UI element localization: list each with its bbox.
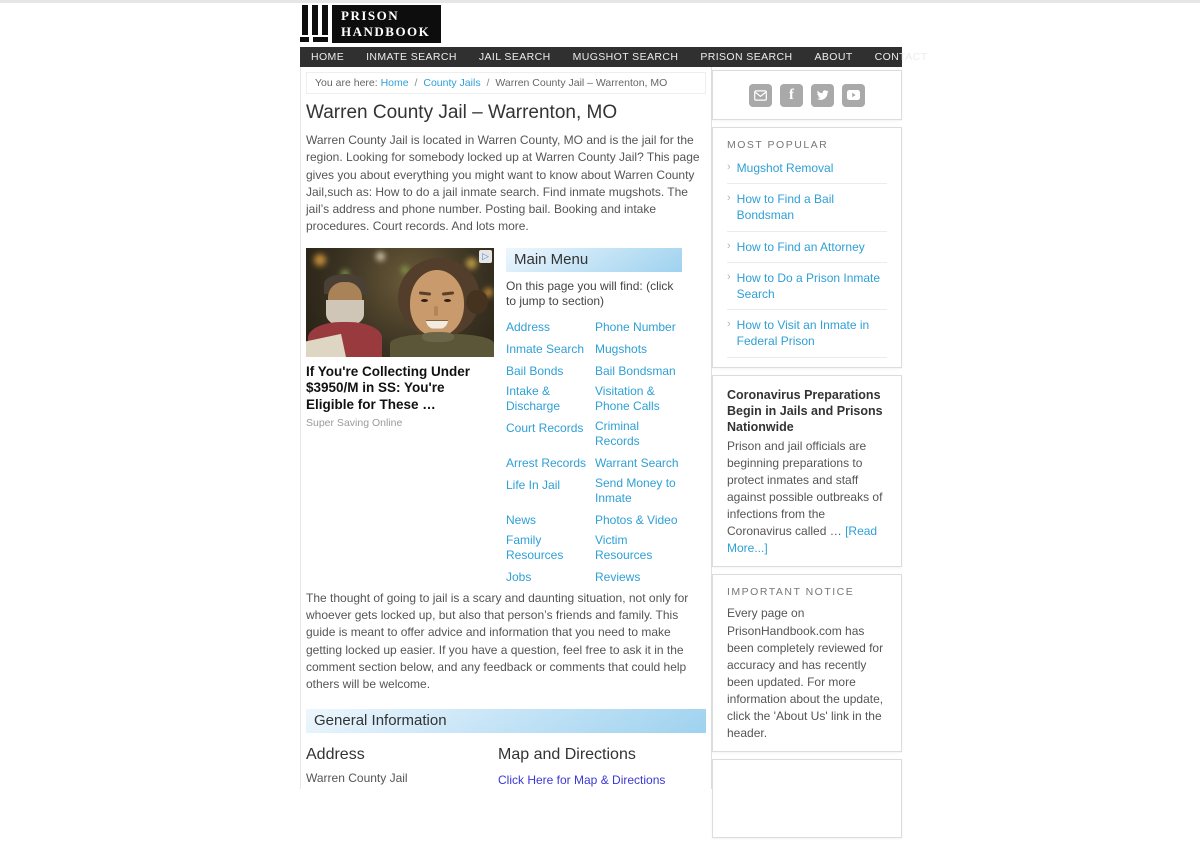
menu-link-intake-discharge[interactable]: Intake & Discharge	[506, 383, 561, 413]
chevron-right-icon: ›	[727, 270, 731, 283]
important-notice-body: Every page on PrisonHandbook.com has been completely reviewed for accuracy and has recently been updated. For more information about the update, click the 'About Us' link in the header.	[727, 606, 884, 740]
advice-paragraph: The thought of going to jail is a scary and daunting situation, not only for whoever gets locked up, but also that person’s friends and family. This guide is meant to offer advice and information that you need to make getting locked up easier. If you have a question, feel free to ask it in the comment section below, and any feedback or comments that could help others will be welcome.	[306, 590, 689, 692]
list-item	[727, 153, 887, 184]
menu-row	[506, 511, 682, 529]
youtube-icon[interactable]	[842, 84, 865, 107]
menu-row	[506, 362, 682, 380]
list-item	[727, 310, 887, 357]
nav-item-mugshot-search[interactable]: MUGSHOT SEARCH	[572, 51, 679, 63]
menu-row	[506, 533, 682, 564]
intro-paragraph: Warren County Jail is located in Warren County, MO and is the jail for the region. Looking for somebody locked up at Warren County Jail? This page gives you about everything you might want to know about Warren County Jail,such as: How to do a jail inmate search. Find inmate mugshots. The jail’s address and phone number. Posting bail. Booking and intake procedures. Court records. And lots more.	[306, 133, 700, 234]
menu-row	[506, 476, 682, 507]
menu-link-criminal-records[interactable]: Criminal Records	[595, 418, 640, 448]
menu-link-victim-resources[interactable]: Victim Resources	[595, 532, 653, 562]
logo-line1: PRISON	[341, 8, 400, 23]
main-content	[300, 67, 712, 789]
important-notice-heading: IMPORTANT NOTICE	[727, 586, 855, 599]
main-menu-box	[506, 248, 682, 590]
news-excerpt	[727, 438, 887, 557]
social-icons-box	[712, 70, 902, 120]
nav-item-contact[interactable]: CONTACT	[874, 51, 928, 63]
nav-item-prison-search[interactable]: PRISON SEARCH	[700, 51, 793, 63]
nav-item-inmate-search[interactable]: INMATE SEARCH	[366, 51, 457, 63]
news-excerpt-text: Prison and jail officials are beginning preparations to protect inmates and staff against possible outbreaks of infections from the Coronavirus called …	[727, 439, 883, 539]
menu-link-family-resources[interactable]: Family Resources	[506, 532, 564, 562]
breadcrumb-home-link[interactable]: Home	[380, 77, 409, 89]
breadcrumb-prefix: You are here:	[315, 77, 378, 89]
breadcrumb-county-jails-link[interactable]: County Jails	[423, 77, 481, 89]
breadcrumb-separator: /	[414, 77, 418, 89]
nav-item-about[interactable]: ABOUT	[814, 51, 853, 63]
menu-row	[506, 454, 682, 472]
menu-row	[506, 568, 682, 586]
menu-link-news[interactable]: News	[506, 512, 537, 527]
list-item	[727, 184, 887, 231]
page-title: Warren County Jail – Warrenton, MO	[306, 102, 618, 123]
link-visit-inmate-federal-prison[interactable]: How to Visit an Inmate in Federal Prison	[736, 318, 870, 349]
menu-row	[506, 419, 682, 450]
breadcrumb-separator: /	[486, 77, 490, 89]
chevron-right-icon: ›	[727, 192, 731, 205]
sidebar	[712, 67, 902, 845]
menu-link-life-in-jail[interactable]: Life In Jail	[506, 477, 561, 492]
sidebar-empty-box	[712, 759, 902, 838]
menu-row	[506, 340, 682, 358]
menu-link-bail-bondsman[interactable]: Bail Bondsman	[595, 363, 676, 378]
menu-link-visitation-phone-calls[interactable]: Visitation & Phone Calls	[595, 383, 660, 413]
menu-row	[506, 384, 682, 415]
link-find-attorney[interactable]: How to Find an Attorney	[736, 239, 865, 254]
read-more-link[interactable]: [Read More...]	[727, 524, 878, 556]
menu-link-bail-bonds[interactable]: Bail Bonds	[506, 363, 564, 378]
menu-link-reviews[interactable]: Reviews	[595, 569, 641, 584]
news-title: Coronavirus Preparations Begin in Jails and Prisons Nationwide	[727, 387, 883, 434]
site-logo[interactable]	[300, 5, 441, 43]
list-item	[727, 263, 887, 310]
breadcrumb-current: Warren County Jail – Warrenton, MO	[495, 77, 668, 89]
ad-attribution: Super Saving Online	[306, 417, 403, 429]
menu-link-mugshots[interactable]: Mugshots	[595, 341, 648, 356]
main-nav	[300, 47, 928, 67]
facebook-icon[interactable]: f	[780, 84, 803, 107]
twitter-icon[interactable]	[811, 84, 834, 107]
chevron-right-icon: ›	[727, 239, 731, 252]
menu-link-court-records[interactable]: Court Records	[506, 420, 584, 435]
menu-link-send-money-to-inmate[interactable]: Send Money to Inmate	[595, 475, 676, 505]
menu-link-warrant-search[interactable]: Warrant Search	[595, 455, 679, 470]
general-information-heading: General Information	[306, 709, 706, 733]
logo-wordmark	[332, 5, 441, 43]
main-menu-intro: On this page you will find: (click to jump to section)	[506, 278, 674, 309]
site-wrapper	[300, 3, 928, 788]
site-header	[300, 3, 902, 47]
prison-bars-icon	[300, 5, 332, 43]
address-line: Warren County Jail	[306, 771, 408, 786]
link-prison-inmate-search[interactable]: How to Do a Prison Inmate Search	[736, 270, 881, 301]
menu-link-address[interactable]: Address	[506, 319, 551, 334]
adchoices-icon[interactable]: ▷	[479, 250, 492, 263]
menu-link-jobs[interactable]: Jobs	[506, 569, 532, 584]
logo-line2: HANDBOOK	[341, 24, 431, 40]
most-popular-heading: MOST POPULAR	[727, 139, 829, 151]
menu-link-phone-number[interactable]: Phone Number	[595, 319, 676, 334]
ad-image[interactable]	[306, 248, 494, 357]
address-heading: Address	[306, 746, 365, 764]
link-find-bail-bondsman[interactable]: How to Find a Bail Bondsman	[736, 192, 835, 223]
nav-item-jail-search[interactable]: JAIL SEARCH	[478, 51, 551, 63]
list-item	[727, 232, 887, 263]
breadcrumb	[306, 72, 706, 94]
menu-link-arrest-records[interactable]: Arrest Records	[506, 455, 587, 470]
chevron-right-icon: ›	[727, 161, 731, 173]
main-menu-title: Main Menu	[506, 248, 682, 272]
link-mugshot-removal[interactable]: Mugshot Removal	[736, 161, 834, 175]
nav-item-home[interactable]: HOME	[311, 51, 345, 63]
news-teaser-box	[712, 375, 902, 568]
most-popular-box	[712, 127, 902, 368]
important-notice-box	[712, 574, 902, 751]
chevron-right-icon: ›	[727, 318, 731, 331]
email-icon[interactable]	[749, 84, 772, 107]
menu-link-photos-video[interactable]: Photos & Video	[595, 512, 678, 527]
map-directions-link[interactable]: Click Here for Map & Directions	[498, 773, 666, 788]
menu-row	[506, 318, 682, 336]
map-directions-heading: Map and Directions	[498, 746, 636, 764]
ad-headline[interactable]: If You're Collecting Under $3950/M in SS: You're Eligible for These …	[306, 363, 470, 412]
menu-link-inmate-search[interactable]: Inmate Search	[506, 341, 585, 356]
ad-unit[interactable]	[306, 248, 494, 590]
